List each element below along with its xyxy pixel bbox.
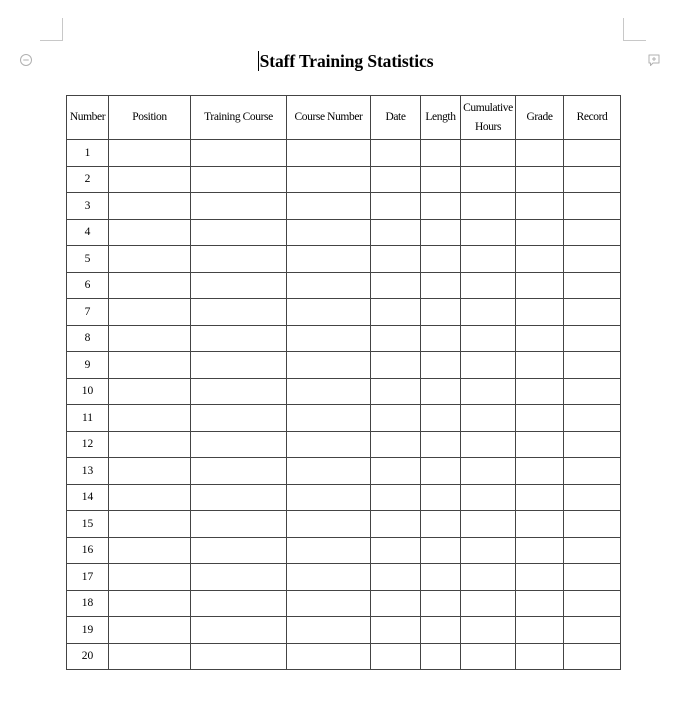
position-cell[interactable] [109, 140, 191, 167]
cumulative-hours-cell[interactable] [461, 325, 516, 352]
record-cell[interactable] [564, 564, 621, 591]
course-number-cell[interactable] [287, 193, 371, 220]
record-cell[interactable] [564, 431, 621, 458]
length-cell[interactable] [421, 590, 461, 617]
length-cell[interactable] [421, 140, 461, 167]
position-cell[interactable] [109, 484, 191, 511]
date-cell[interactable] [371, 537, 421, 564]
row-number-cell[interactable]: 3 [67, 193, 109, 220]
table-row [67, 617, 621, 644]
length-cell[interactable] [421, 431, 461, 458]
length-cell[interactable] [421, 458, 461, 485]
row-number-cell[interactable]: 7 [67, 299, 109, 326]
record-cell[interactable] [564, 140, 621, 167]
col-header-date: Date [371, 96, 421, 140]
course-number-cell[interactable] [287, 431, 371, 458]
col-header-grade: Grade [516, 96, 564, 140]
grade-cell[interactable] [516, 484, 564, 511]
training-course-cell[interactable] [191, 140, 287, 167]
course-number-cell[interactable] [287, 564, 371, 591]
grade-cell[interactable] [516, 219, 564, 246]
row-number-cell[interactable]: 16 [67, 537, 109, 564]
row-number-cell[interactable]: 10 [67, 378, 109, 405]
cumulative-hours-cell[interactable] [461, 166, 516, 193]
grade-cell[interactable] [516, 617, 564, 644]
record-cell[interactable] [564, 166, 621, 193]
date-cell[interactable] [371, 325, 421, 352]
table-row [67, 193, 621, 220]
col-header-record: Record [564, 96, 621, 140]
table-row [67, 590, 621, 617]
record-cell[interactable] [564, 405, 621, 432]
length-cell[interactable] [421, 193, 461, 220]
cumulative-hours-cell[interactable] [461, 590, 516, 617]
table-row [67, 405, 621, 432]
row-number-cell[interactable]: 8 [67, 325, 109, 352]
record-cell[interactable] [564, 299, 621, 326]
grade-cell[interactable] [516, 431, 564, 458]
date-cell[interactable] [371, 511, 421, 538]
row-number-cell[interactable]: 6 [67, 272, 109, 299]
length-cell[interactable] [421, 378, 461, 405]
course-number-cell[interactable] [287, 299, 371, 326]
table-row [67, 325, 621, 352]
record-cell[interactable] [564, 219, 621, 246]
cumulative-hours-cell[interactable] [461, 272, 516, 299]
date-cell[interactable] [371, 564, 421, 591]
length-cell[interactable] [421, 166, 461, 193]
grade-cell[interactable] [516, 458, 564, 485]
cumulative-hours-cell[interactable] [461, 458, 516, 485]
table-row [67, 378, 621, 405]
row-number-cell[interactable]: 9 [67, 352, 109, 379]
table-row [67, 246, 621, 273]
course-number-cell[interactable] [287, 537, 371, 564]
position-cell[interactable] [109, 325, 191, 352]
training-course-cell[interactable] [191, 511, 287, 538]
training-course-cell[interactable] [191, 272, 287, 299]
training-course-cell[interactable] [191, 564, 287, 591]
cumulative-hours-cell[interactable] [461, 246, 516, 273]
position-cell[interactable] [109, 299, 191, 326]
position-cell[interactable] [109, 272, 191, 299]
row-number-cell[interactable]: 11 [67, 405, 109, 432]
course-number-cell[interactable] [287, 166, 371, 193]
date-cell[interactable] [371, 590, 421, 617]
grade-cell[interactable] [516, 352, 564, 379]
grade-cell[interactable] [516, 246, 564, 273]
col-header-number: Number [67, 96, 109, 140]
cumulative-hours-cell[interactable] [461, 617, 516, 644]
row-number-cell[interactable]: 5 [67, 246, 109, 273]
date-cell[interactable] [371, 405, 421, 432]
grade-cell[interactable] [516, 299, 564, 326]
training-course-cell[interactable] [191, 643, 287, 670]
training-course-cell[interactable] [191, 219, 287, 246]
col-header-length: Length [421, 96, 461, 140]
course-number-cell[interactable] [287, 590, 371, 617]
position-cell[interactable] [109, 511, 191, 538]
grade-cell[interactable] [516, 325, 564, 352]
cumulative-hours-cell[interactable] [461, 299, 516, 326]
page-corner-top-right [623, 18, 646, 41]
date-cell[interactable] [371, 272, 421, 299]
length-cell[interactable] [421, 511, 461, 538]
cumulative-hours-cell[interactable] [461, 193, 516, 220]
row-number-cell[interactable]: 19 [67, 617, 109, 644]
course-number-cell[interactable] [287, 405, 371, 432]
grade-cell[interactable] [516, 193, 564, 220]
length-cell[interactable] [421, 272, 461, 299]
table-row [67, 511, 621, 538]
table-row [67, 484, 621, 511]
cumulative-hours-cell[interactable] [461, 484, 516, 511]
length-cell[interactable] [421, 352, 461, 379]
length-cell[interactable] [421, 643, 461, 670]
training-course-cell[interactable] [191, 537, 287, 564]
row-number-cell[interactable]: 14 [67, 484, 109, 511]
cumulative-hours-cell[interactable] [461, 405, 516, 432]
table-body [67, 140, 621, 670]
position-cell[interactable] [109, 617, 191, 644]
col-header-position: Position [109, 96, 191, 140]
training-course-cell[interactable] [191, 431, 287, 458]
grade-cell[interactable] [516, 564, 564, 591]
position-cell[interactable] [109, 378, 191, 405]
training-course-cell[interactable] [191, 590, 287, 617]
course-number-cell[interactable] [287, 643, 371, 670]
date-cell[interactable] [371, 352, 421, 379]
page-corner-top-left [40, 18, 63, 41]
row-number-cell[interactable]: 4 [67, 219, 109, 246]
col-header-cumulative-hours: Cumulative Hours [461, 96, 516, 140]
position-cell[interactable] [109, 219, 191, 246]
record-cell[interactable] [564, 511, 621, 538]
row-number-cell[interactable]: 12 [67, 431, 109, 458]
grade-cell[interactable] [516, 590, 564, 617]
table-row [67, 272, 621, 299]
training-course-cell[interactable] [191, 166, 287, 193]
training-course-cell[interactable] [191, 246, 287, 273]
row-number-cell[interactable]: 17 [67, 564, 109, 591]
cumulative-hours-cell[interactable] [461, 431, 516, 458]
record-cell[interactable] [564, 458, 621, 485]
grade-cell[interactable] [516, 378, 564, 405]
cumulative-hours-cell[interactable] [461, 352, 516, 379]
training-course-cell[interactable] [191, 617, 287, 644]
cumulative-hours-cell[interactable] [461, 564, 516, 591]
training-course-cell[interactable] [191, 484, 287, 511]
position-cell[interactable] [109, 405, 191, 432]
table-row [67, 458, 621, 485]
date-cell[interactable] [371, 193, 421, 220]
date-cell[interactable] [371, 246, 421, 273]
position-cell[interactable] [109, 431, 191, 458]
grade-cell[interactable] [516, 166, 564, 193]
position-cell[interactable] [109, 537, 191, 564]
cumulative-hours-cell[interactable] [461, 511, 516, 538]
date-cell[interactable] [371, 484, 421, 511]
record-cell[interactable] [564, 643, 621, 670]
position-cell[interactable] [109, 458, 191, 485]
record-cell[interactable] [564, 246, 621, 273]
course-number-cell[interactable] [287, 140, 371, 167]
position-cell[interactable] [109, 590, 191, 617]
cumulative-hours-cell[interactable] [461, 140, 516, 167]
text-cursor [258, 51, 259, 71]
training-course-cell[interactable] [191, 325, 287, 352]
course-number-cell[interactable] [287, 246, 371, 273]
document-title[interactable] [0, 50, 691, 72]
course-number-cell[interactable] [287, 378, 371, 405]
training-course-cell[interactable] [191, 299, 287, 326]
length-cell[interactable] [421, 537, 461, 564]
training-course-cell[interactable] [191, 193, 287, 220]
course-number-cell[interactable] [287, 325, 371, 352]
col-header-course-number: Course Number [287, 96, 371, 140]
date-cell[interactable] [371, 617, 421, 644]
length-cell[interactable] [421, 405, 461, 432]
cumulative-hours-cell[interactable] [461, 219, 516, 246]
training-course-cell[interactable] [191, 352, 287, 379]
cumulative-hours-cell[interactable] [461, 537, 516, 564]
course-number-cell[interactable] [287, 484, 371, 511]
grade-cell[interactable] [516, 272, 564, 299]
position-cell[interactable] [109, 246, 191, 273]
record-cell[interactable] [564, 378, 621, 405]
grade-cell[interactable] [516, 405, 564, 432]
record-cell[interactable] [564, 617, 621, 644]
length-cell[interactable] [421, 325, 461, 352]
position-cell[interactable] [109, 643, 191, 670]
date-cell[interactable] [371, 299, 421, 326]
length-cell[interactable] [421, 617, 461, 644]
row-number-cell[interactable]: 1 [67, 140, 109, 167]
document-title-text: Staff Training Statistics [259, 51, 434, 71]
table-row [67, 431, 621, 458]
date-cell[interactable] [371, 378, 421, 405]
record-cell[interactable] [564, 325, 621, 352]
row-number-cell[interactable]: 18 [67, 590, 109, 617]
table-row [67, 564, 621, 591]
row-number-cell[interactable]: 2 [67, 166, 109, 193]
date-cell[interactable] [371, 166, 421, 193]
table-row [67, 166, 621, 193]
date-cell[interactable] [371, 458, 421, 485]
row-number-cell[interactable]: 15 [67, 511, 109, 538]
position-cell[interactable] [109, 564, 191, 591]
table-row [67, 219, 621, 246]
date-cell[interactable] [371, 140, 421, 167]
length-cell[interactable] [421, 219, 461, 246]
record-cell[interactable] [564, 590, 621, 617]
cumulative-hours-cell[interactable] [461, 378, 516, 405]
row-number-cell[interactable]: 13 [67, 458, 109, 485]
course-number-cell[interactable] [287, 458, 371, 485]
training-course-cell[interactable] [191, 405, 287, 432]
table-row [67, 352, 621, 379]
course-number-cell[interactable] [287, 617, 371, 644]
date-cell[interactable] [371, 643, 421, 670]
grade-cell[interactable] [516, 643, 564, 670]
grade-cell[interactable] [516, 537, 564, 564]
record-cell[interactable] [564, 537, 621, 564]
training-table[interactable] [66, 95, 621, 670]
length-cell[interactable] [421, 484, 461, 511]
col-header-training-course: Training Course [191, 96, 287, 140]
record-cell[interactable] [564, 272, 621, 299]
cumulative-hours-cell[interactable] [461, 643, 516, 670]
course-number-cell[interactable] [287, 272, 371, 299]
record-cell[interactable] [564, 352, 621, 379]
position-cell[interactable] [109, 193, 191, 220]
date-cell[interactable] [371, 219, 421, 246]
table-row [67, 140, 621, 167]
course-number-cell[interactable] [287, 219, 371, 246]
record-cell[interactable] [564, 193, 621, 220]
table-row [67, 537, 621, 564]
table-row [67, 299, 621, 326]
course-number-cell[interactable] [287, 511, 371, 538]
training-course-cell[interactable] [191, 458, 287, 485]
date-cell[interactable] [371, 431, 421, 458]
training-course-cell[interactable] [191, 378, 287, 405]
position-cell[interactable] [109, 352, 191, 379]
length-cell[interactable] [421, 564, 461, 591]
table-row [67, 643, 621, 670]
length-cell[interactable] [421, 299, 461, 326]
grade-cell[interactable] [516, 140, 564, 167]
header-row [67, 96, 621, 140]
row-number-cell[interactable]: 20 [67, 643, 109, 670]
length-cell[interactable] [421, 246, 461, 273]
course-number-cell[interactable] [287, 352, 371, 379]
grade-cell[interactable] [516, 511, 564, 538]
record-cell[interactable] [564, 484, 621, 511]
position-cell[interactable] [109, 166, 191, 193]
